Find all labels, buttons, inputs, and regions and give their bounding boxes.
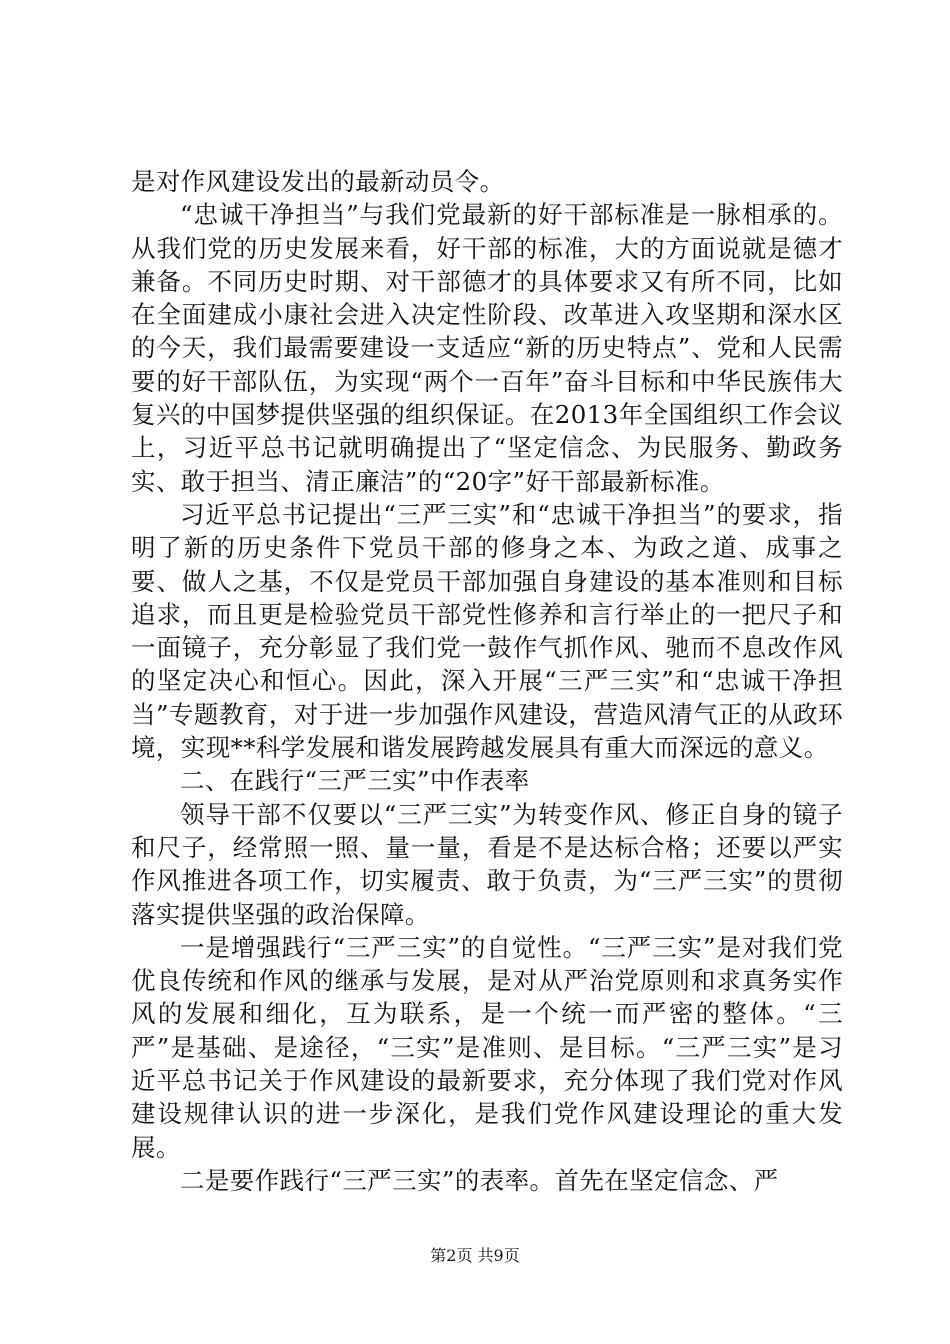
paragraph-1: 是对作风建设发出的最新动员令。 [131,167,505,196]
document-body [131,165,843,1197]
paragraph-5: 一是增强践行“三严三实”的自觉性。“三严三实”是对我们党优良传统和作风的继承与发展，是对从严治党原则和求真务实作风的发展和细化，互为联系，是一个统一而严密的整体。“三严”是基础、是途径，“三实”是准则、是目标。“三严三实”是习近平总书记关于作风建设的最新要求，充分体现了我们党对作风建设规律认识的进一步深化，是我们党作风建设理论的重大发展。 [131,932,843,1162]
section-heading: 二、在践行“三严三实”中作表率 [180,766,530,796]
paragraph-4: 领导干部不仅要以“三严三实”为转变作风、修正自身的镜子和尺子，经常照一照、量一量，看是不是达标合格；还要以严实作风推进各项工作，切实履责、敢于负责，为“三严三实”的贯彻落实提供坚强的政治保障。 [131,799,843,929]
paragraph-3: 习近平总书记提出“三严三实”和“忠诚干净担当”的要求，指明了新的历史条件下党员干部的修身之本、为政之道、成事之要、做人之基，不仅是党员干部加强自身建设的基本准则和目标追求，而且更是检验党员干部党性修养和言行举止的一把尺子和一面镜子，充分彰显了我们党一鼓作气抓作风、驰而不息改作风的坚定决心和恒心。因此，深入开展“三严三实”和“忠诚干净担当”专题教育，对于进一步加强作风建设，营造风清气正的从政环境，实现**科学发展和谐发展跨越发展具有重大而深远的意义。 [131,499,843,763]
paragraph-2: “忠诚干净担当”与我们党最新的好干部标准是一脉相承的。从我们党的历史发展来看，好干部的标准，大的方面说就是德才兼备。不同历史时期、对干部德才的具体要求又有所不同，比如在全面建成小康社会进入决定性阶段、改革进入攻坚期和深水区的今天，我们最需要建设一支适应“新的历史特点”、党和人民需要的好干部队伍，为实现“两个一百年”奋斗目标和中华民族伟大复兴的中国梦提供坚强的组织保证。在2013年全国组织工作会议上，习近平总书记就明确提出了“坚定信念、为民服务、勤政务实、敢于担当、清正廉洁”的“20字”好干部最新标准。 [131,200,843,496]
page-number-footer: 第2页 共9页 [430,1246,520,1265]
paragraph-6: 二是要作践行“三严三实”的表率。首先在坚定信念、严 [180,1165,779,1195]
